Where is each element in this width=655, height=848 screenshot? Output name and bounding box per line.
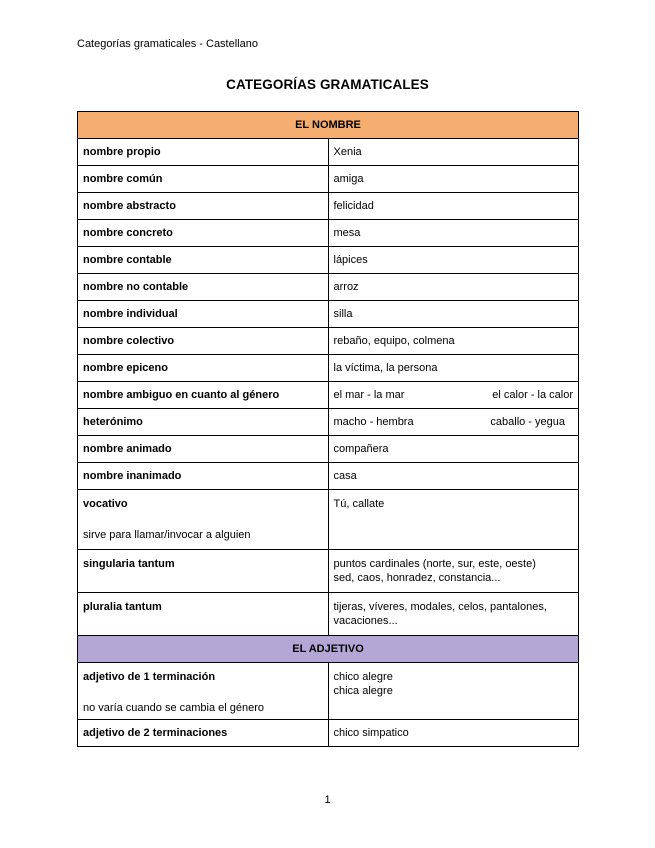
term-note: sirve para llamar/invocar a alguien [83,529,251,541]
example-cell: Xenia [328,139,579,166]
example-line: chico alegre [333,671,393,683]
term-cell: nombre epiceno [78,355,329,382]
term-cell: nombre colectivo [78,328,329,355]
example-cell: chico simpatico [328,720,579,747]
term-cell: nombre animado [78,436,329,463]
example-cell: Tú, callate [328,490,579,550]
page-number: 1 [324,794,331,806]
example-line: puntos cardinales (norte, sur, este, oeste) [333,558,536,570]
table-row [78,463,579,490]
example-cell: rebaño, equipo, colmena [328,328,579,355]
example-line-2: chica alegre [333,685,393,697]
term-text: vocativo [83,498,128,510]
document-title: CATEGORÍAS GRAMATICALES [226,77,429,92]
table-row [78,409,579,436]
grammar-categories-table [77,111,579,747]
table-row [78,663,579,720]
term-cell: singularia tantum [78,550,329,593]
example-line-2: sed, caos, honradez, constancia... [333,572,501,584]
table-row [78,193,579,220]
example-cell [328,550,579,593]
example-cell: arroz [328,274,579,301]
term-cell: nombre no contable [78,274,329,301]
example-text: el mar - la mar [333,389,405,401]
table-row [78,274,579,301]
example-line: tijeras, víveres, modales, celos, pantalones, [333,601,547,613]
example-cell: silla [328,301,579,328]
example-text: macho - hembra [333,416,414,428]
table-row [78,550,579,593]
section-heading: EL ADJETIVO [78,636,579,663]
term-cell: nombre inanimado [78,463,329,490]
table-row [78,301,579,328]
table-row [78,436,579,463]
example-cell: felicidad [328,193,579,220]
section-header-nombre [78,112,579,139]
table-row [78,720,579,747]
term-cell: nombre ambiguo en cuanto al género [78,382,329,409]
table-row [78,166,579,193]
term-cell: nombre individual [78,301,329,328]
example-cell: la víctima, la persona [328,355,579,382]
example-cell [328,409,579,436]
table-row [78,247,579,274]
term-cell: nombre abstracto [78,193,329,220]
example-cell [328,382,579,409]
term-text: adjetivo de 1 terminación [83,671,216,683]
term-cell: pluralia tantum [78,593,329,636]
example-cell [328,593,579,636]
term-cell [78,663,329,720]
example-text-2: caballo - yegua [490,416,565,428]
section-header-adjetivo [78,636,579,663]
table-row [78,490,579,550]
section-heading: EL NOMBRE [78,112,579,139]
term-cell: nombre propio [78,139,329,166]
table-row [78,382,579,409]
term-cell: nombre contable [78,247,329,274]
example-cell: compañera [328,436,579,463]
example-cell: lápices [328,247,579,274]
table-row [78,328,579,355]
example-text-2: el calor - la calor [492,389,573,401]
term-cell [78,490,329,550]
term-cell: adjetivo de 2 terminaciones [78,720,329,747]
term-cell: nombre concreto [78,220,329,247]
example-cell: casa [328,463,579,490]
table-row [78,139,579,166]
table-row [78,220,579,247]
term-note: no varía cuando se cambia el género [83,702,265,714]
table-row [78,593,579,636]
example-line-2: vacaciones... [333,615,398,627]
term-cell: heterónimo [78,409,329,436]
example-cell [328,663,579,720]
page-header: Categorías gramaticales - Castellano [77,38,258,50]
term-cell: nombre común [78,166,329,193]
table-row [78,355,579,382]
example-cell: amiga [328,166,579,193]
example-cell: mesa [328,220,579,247]
